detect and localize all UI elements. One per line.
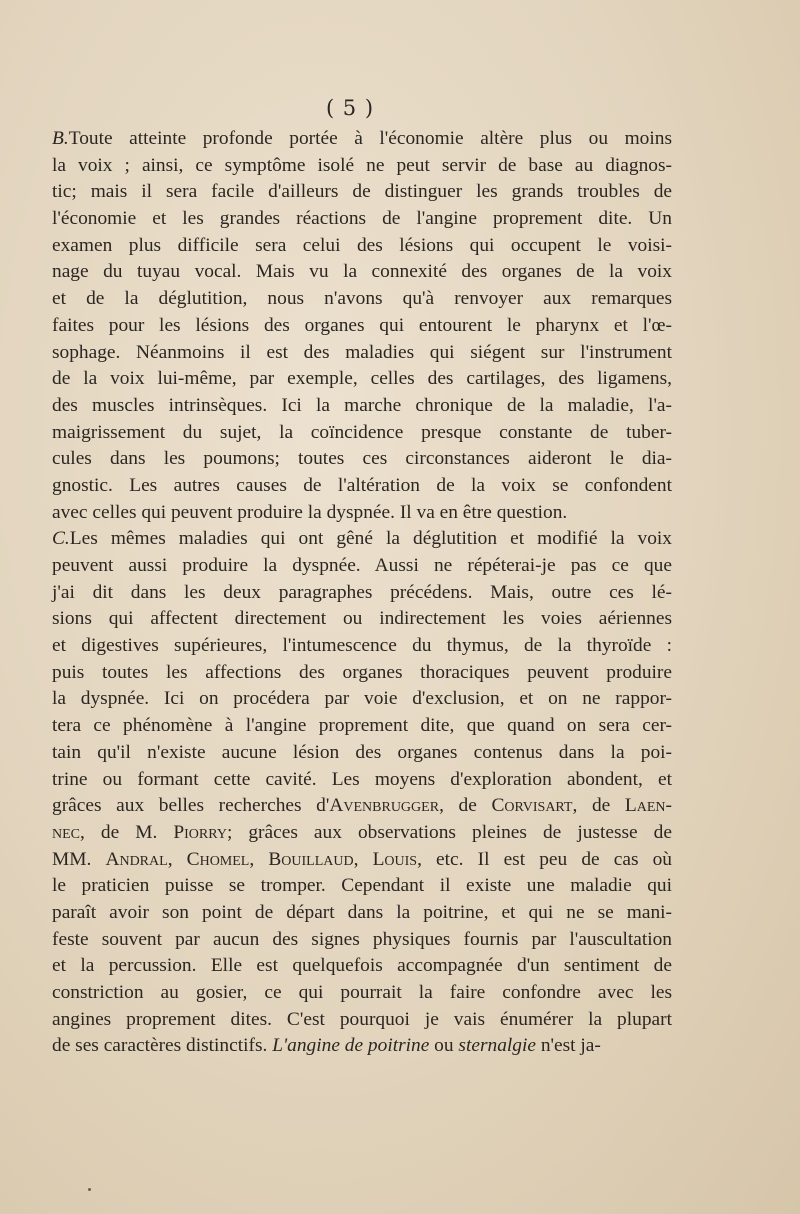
- text-run: la voix ; ainsi, ce symptôme isolé ne peut servir de base au diagnos-: [52, 154, 672, 176]
- text-run: grâces aux belles recherches d': [52, 795, 330, 817]
- text-line: [52, 179, 672, 206]
- text-run: peuvent aussi produire la dyspnée. Aussi ne répéterai-je pas ce que: [52, 555, 672, 576]
- text-run: , etc. Il est peu de cas où: [417, 848, 673, 870]
- text-line: [52, 553, 672, 580]
- text-run: tera ce phénomène à l'angine proprement dite, que quand on sera cer-: [52, 715, 672, 737]
- text-line: [52, 633, 672, 660]
- text-run: maigrissement du sujet, la coïncidence presque constante de tuber-: [52, 421, 672, 443]
- text-run: gnostic. Les autres causes de l'altération de la voix se confondent: [52, 474, 672, 496]
- text-run: la dyspnée. Ici on procédera par voie d'exclusion, et on ne rappor-: [52, 688, 672, 710]
- text-run: angines proprement dites. C'est pourquoi je vais énumérer la plupart: [52, 1008, 672, 1030]
- text-run: de ses caractères distinctifs.: [52, 1035, 273, 1057]
- paper-speck: [88, 1188, 91, 1191]
- text-run: sophage. Néanmoins il est des maladies qui siégent sur l'instrument: [52, 341, 672, 363]
- text-line: [52, 847, 672, 874]
- text-run: des muscles intrinsèques. Ici la marche chronique de la maladie, l'a-: [52, 394, 672, 416]
- text-run: constriction au gosier, ce qui pourrait la faire confondre avec les: [52, 982, 672, 1003]
- text-line: [52, 686, 672, 713]
- text-run: Les mêmes maladies qui ont gêné la déglutition et modifié la voix: [69, 528, 672, 550]
- text-line: [52, 126, 672, 153]
- text-line: [52, 233, 672, 260]
- text-run: l'économie et les grandes réactions de l'angine proprement dite. Un: [52, 208, 672, 230]
- text-run: le praticien puisse se tromper. Cependant il existe une maladie qui: [52, 875, 672, 897]
- text-run: Toute atteinte profonde portée à l'économie altère plus ou moins: [68, 128, 672, 149]
- text-run: faites pour les lésions des organes qui entourent le pharynx et l'œ-: [52, 314, 672, 336]
- text-line: [52, 900, 672, 927]
- text-line: [52, 873, 672, 900]
- page-number: ( 5 ): [325, 96, 375, 120]
- text-run: sions qui affectent directement ou indirectement les voies aériennes: [52, 608, 672, 630]
- text-run: nage du tuyau vocal. Mais vu la connexité des organes de la voix: [52, 261, 672, 283]
- text-line: [52, 927, 672, 954]
- author-name: Chomel: [186, 848, 250, 870]
- text-line: [52, 393, 672, 420]
- author-name: Laen-: [624, 795, 672, 817]
- italic-term: sternalgie: [458, 1035, 536, 1057]
- italic-term: L'angine de poitrine: [272, 1035, 430, 1057]
- text-line: [52, 660, 672, 687]
- text-run: , de: [439, 795, 492, 817]
- text-run: n'est ja-: [535, 1035, 601, 1057]
- text-line: [52, 740, 672, 767]
- text-line: [52, 820, 672, 847]
- paragraph-b: [52, 126, 672, 526]
- text-run: ou: [429, 1035, 459, 1057]
- text-line: [52, 446, 672, 473]
- text-run: puis toutes les affections des organes thoraciques peuvent produire: [52, 661, 672, 683]
- text-line: [52, 526, 672, 553]
- text-line: [52, 420, 672, 447]
- paragraph-c: [52, 526, 672, 1060]
- author-name: nec: [52, 821, 80, 843]
- text-line: [52, 206, 672, 233]
- text-line: [52, 793, 672, 820]
- author-name: Corvisart: [491, 795, 573, 817]
- text-run: et digestives supérieures, l'intumescence du thymus, de la thyroïde :: [52, 635, 672, 657]
- author-name: Louis: [372, 848, 418, 870]
- text-line: [52, 313, 672, 340]
- text-run: de la voix lui-même, par exemple, celles des cartilages, des ligamens,: [52, 368, 672, 390]
- text-run: , de M.: [80, 821, 174, 843]
- text-line: [52, 1033, 672, 1060]
- text-run: examen plus difficile sera celui des lésions qui occupent le voisi-: [52, 234, 672, 256]
- text-run: ,: [353, 848, 373, 870]
- text-line: [52, 366, 672, 393]
- text-run: avec celles qui peuvent produire la dyspnée. Il va en être question.: [52, 501, 568, 523]
- text-run: ,: [249, 848, 269, 870]
- text-line: [52, 580, 672, 607]
- text-run: et de la déglutition, nous n'avons qu'à renvoyer aux remarques: [52, 288, 672, 310]
- text-line: [52, 153, 672, 180]
- text-line: [52, 713, 672, 740]
- body-text: [52, 126, 672, 1060]
- text-run: , de: [572, 795, 625, 817]
- text-run: j'ai dit dans les deux paragraphes précédens. Mais, outre ces lé-: [52, 581, 672, 603]
- text-run: ; grâces aux observations pleines de justesse de: [226, 821, 672, 843]
- text-run: tic; mais il sera facile d'ailleurs de distinguer les grands troubles de: [52, 181, 672, 203]
- author-name: Bouillaud: [268, 848, 354, 870]
- text-run: ,: [167, 848, 187, 870]
- text-line: [52, 980, 672, 1007]
- text-run: paraît avoir son point de départ dans la poitrine, et qui ne se mani-: [52, 901, 672, 923]
- text-run: MM.: [52, 848, 106, 870]
- text-line: [52, 606, 672, 633]
- author-name: Andral: [105, 848, 168, 870]
- text-line: [52, 259, 672, 286]
- text-line: [52, 500, 672, 527]
- paragraph-marker: B.: [52, 128, 69, 149]
- text-line: [52, 953, 672, 980]
- text-line: [52, 340, 672, 367]
- text-line: [52, 767, 672, 794]
- text-run: feste souvent par aucun des signes physiques fournis par l'auscultation: [52, 928, 672, 950]
- text-run: tain qu'il n'existe aucune lésion des organes contenus dans la poi-: [52, 741, 672, 763]
- text-run: trine ou formant cette cavité. Les moyens d'exploration abondent, et: [52, 768, 672, 790]
- author-name: Piorry: [173, 821, 227, 843]
- text-run: et la percussion. Elle est quelquefois accompagnée d'un sentiment de: [52, 955, 672, 977]
- text-line: [52, 286, 672, 313]
- text-line: [52, 473, 672, 500]
- paragraph-marker: C.: [52, 528, 70, 550]
- text-line: [52, 1007, 672, 1034]
- author-name: Avenbrugger: [329, 795, 440, 817]
- text-run: cules dans les poumons; toutes ces circonstances aideront le dia-: [52, 448, 672, 470]
